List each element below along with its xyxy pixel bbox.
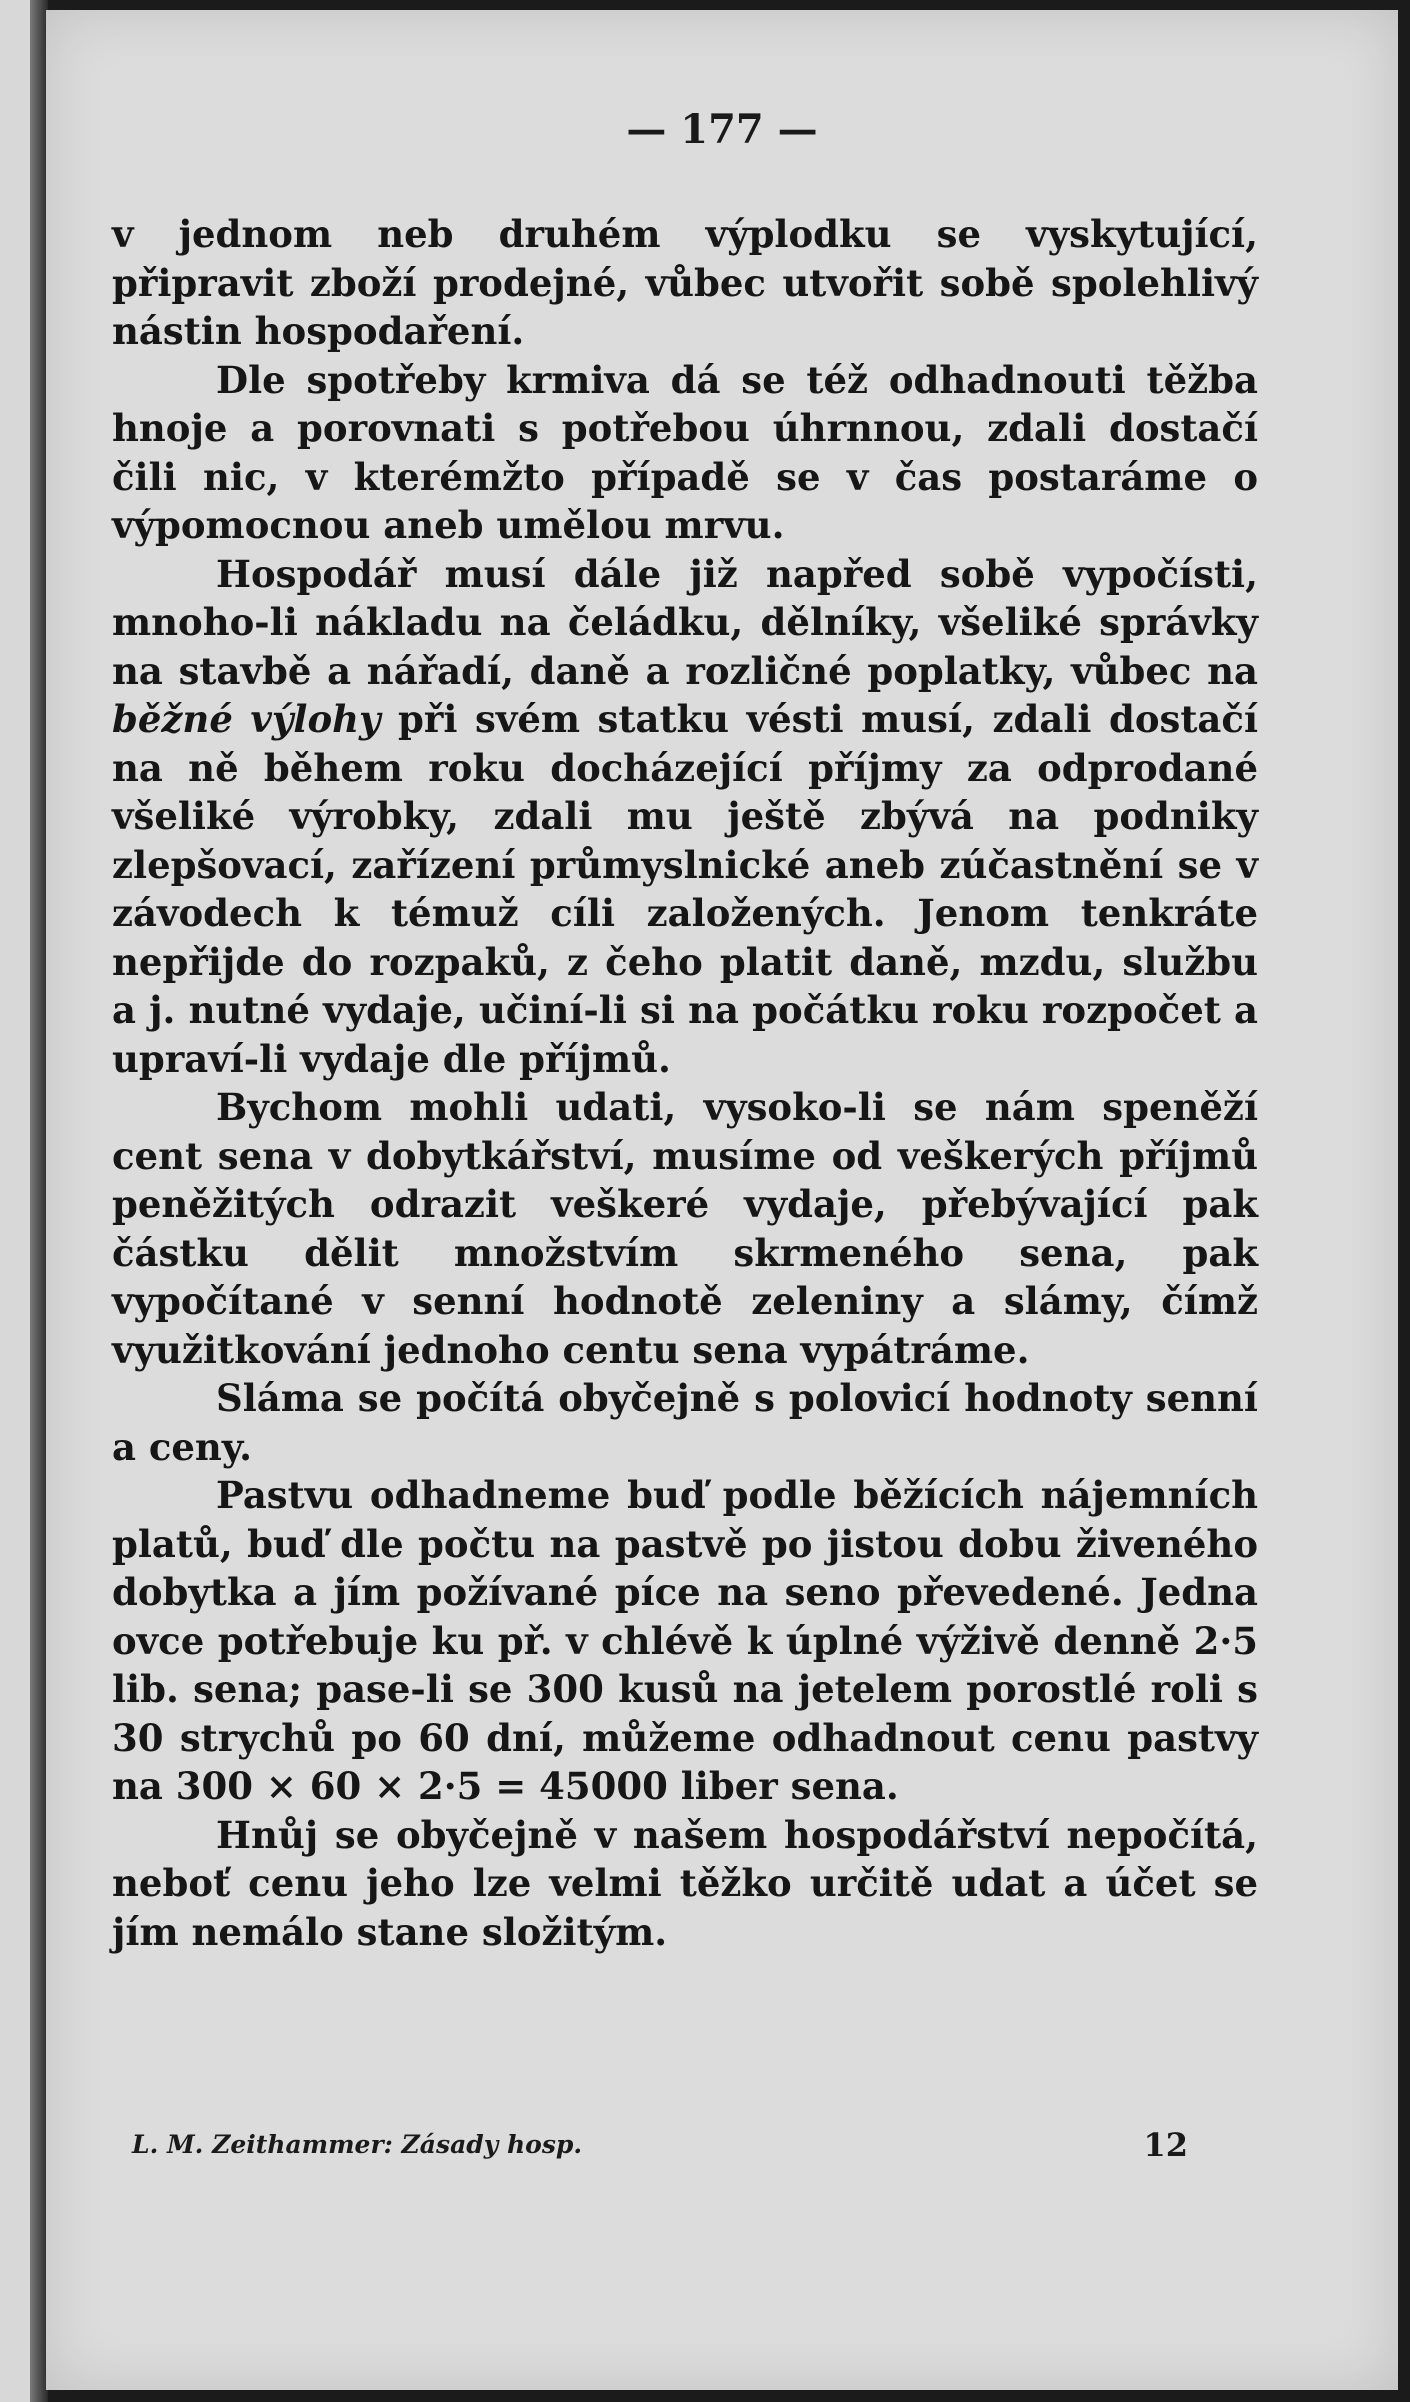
paragraph-2: Dle spotřeby krmiva dá se též odhadnouti těžba hnoje a porovnati s potřebou úhrnnou, zdali dostačí čili nic, v kterémžto případě se v čas postaráme o výpomocnou aneb umělou mrvu. <box>112 357 1258 547</box>
paragraph-6: Pastvu odhadneme buď podle běžících nájemních platů, buď dle počtu na pastvě po jistou dobu živeného dobytka a jím požívané píce na seno převedené. Jedna ovce potřebuje ku př. v chlévě k úplné výživě denně 2·5 lib. sena; pase-li se 300 kusů na jetelem porostlé roli s 30 strychů po 60 dní, můžeme odhadnout cenu pastvy na 300 × 60 × 2·5 = 45000 liber sena. <box>112 1473 1258 1808</box>
paragraph-7: Hnůj se obyčejně v našem hospodářství nepočítá, neboť cenu jeho lze velmi těžko určitě udat a účet se jím nemálo stane složitým. <box>112 1812 1258 1954</box>
paragraph-4: Bychom mohli udati, vysoko-li se nám speněží cent sena v dobytkářství, musíme od veškerých příjmů peněžitých odrazit veškeré vydaje, přebývající pak částku dělit množstvím skrmeného sena, pak vypočítané v senní hodnotě zeleniny a slámy, čímž využitkování jednoho centu sena vypátráme. <box>112 1085 1258 1372</box>
paragraph-3-text-before: Hospodář musí dále již napřed sobě vypočísti, mnoho-li nákladu na čeládku, dělníky, všeliké správky na stavbě a nářadí, daně a rozličné poplatky, vůbec na <box>112 551 1258 693</box>
page-number: — 177 — <box>626 106 818 153</box>
page-body <box>112 210 1258 1956</box>
paragraph-3 <box>112 550 1258 1084</box>
emphasis-running-expenses: běžné výlohy <box>112 697 381 741</box>
paragraph-3-text-after: při svém statku vésti musí, zdali dostačí na ně během roku docházející příjmy za odprodané všeliké výrobky, zdali mu ještě zbývá na podniky zlepšovací, zařízení průmyslnické aneb zúčastnění se v závodech k témuž cíli založených. Jenom tenkráte nepřijde do rozpaků, z čeho platit daně, mzdu, službu a j. nutné vydaje, učiní-li si na počátku roku rozpočet a upraví-li vydaje dle příjmů. <box>112 697 1258 1081</box>
footer-signature: L. M. Zeithammer: Zásady hosp. <box>132 2130 583 2159</box>
signature-mark: 12 <box>1143 2126 1188 2164</box>
book-page <box>46 10 1398 2390</box>
paragraph-1: v jednom neb druhém výplodku se vyskytující, připravit zboží prodejné, vůbec utvořit sobě spolehlivý nástin hospodaření. <box>112 212 1258 353</box>
paragraph-5: Sláma se počítá obyčejně s polovicí hodnoty senní a ceny. <box>112 1376 1258 1469</box>
